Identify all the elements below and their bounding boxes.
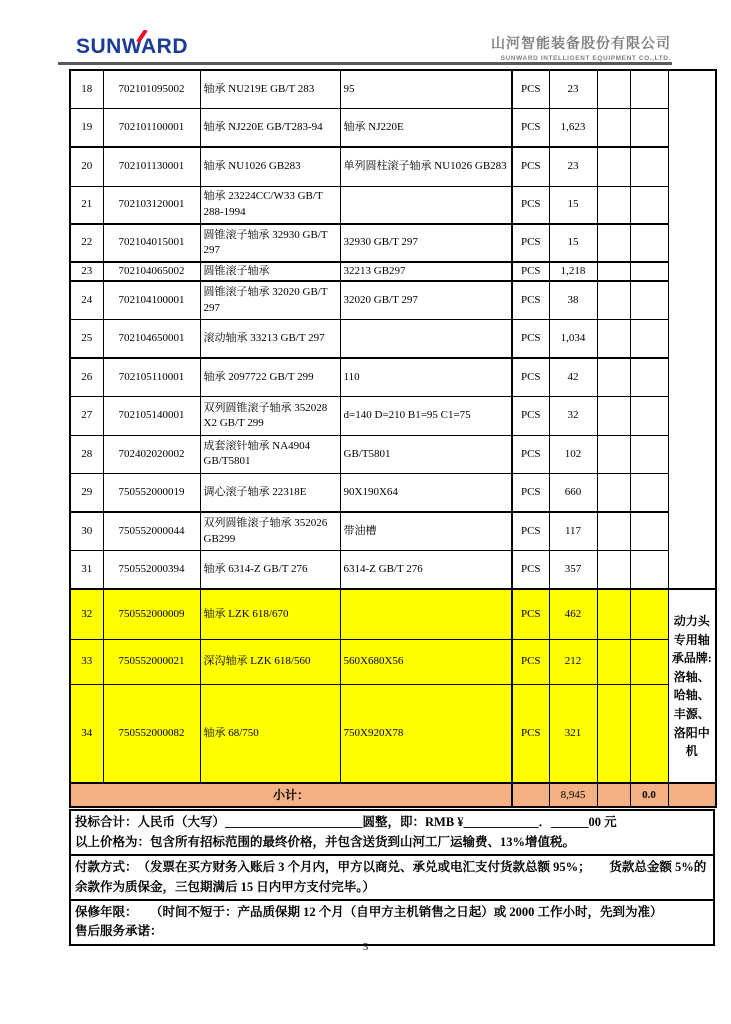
cell-item-name: 轴承 2097722 GB/T 299 xyxy=(200,358,340,396)
subtotal-blank-unit xyxy=(512,783,549,807)
cell-qty: 15 xyxy=(549,224,597,262)
cell-blank-2 xyxy=(630,684,668,783)
table-row xyxy=(70,108,716,147)
cell-seq: 21 xyxy=(70,186,103,224)
cell-part-number: 702103120001 xyxy=(103,186,200,224)
header-rule xyxy=(58,62,672,65)
cell-qty: 23 xyxy=(549,147,597,186)
table-row xyxy=(70,147,716,186)
cell-blank-1 xyxy=(597,435,630,473)
cell-part-number: 702105110001 xyxy=(103,358,200,396)
sunward-logo xyxy=(76,30,206,58)
table-row xyxy=(70,550,716,589)
cell-blank-2 xyxy=(630,108,668,147)
subtotal-blank-1 xyxy=(597,783,630,807)
remarks-note-cell: 动力头专用轴承品牌:洛轴、哈轴、丰源、洛阳中机 xyxy=(668,589,716,783)
table-row xyxy=(70,396,716,435)
cell-qty: 15 xyxy=(549,186,597,224)
payment-terms-section xyxy=(69,854,715,901)
table-row xyxy=(70,589,716,639)
cell-unit: PCS xyxy=(512,147,549,186)
cell-item-name: 轴承 68/750 xyxy=(200,684,340,783)
company-name-en: SUNWARD INTELLIGENT EQUIPMENT CO.,LTD. xyxy=(500,55,671,62)
cell-qty: 23 xyxy=(549,70,597,108)
cell-blank-1 xyxy=(597,147,630,186)
cell-spec: 750X920X78 xyxy=(340,684,512,783)
cell-seq: 31 xyxy=(70,550,103,589)
cell-blank-2 xyxy=(630,358,668,396)
cell-qty: 1,034 xyxy=(549,319,597,358)
cell-seq: 26 xyxy=(70,358,103,396)
table-row xyxy=(70,70,716,108)
cell-item-name: 成套滚针轴承 NA4904 GB/T5801 xyxy=(200,435,340,473)
cell-item-name: 圆锥滚子轴承 xyxy=(200,262,340,281)
cell-unit: PCS xyxy=(512,281,549,319)
cell-blank-2 xyxy=(630,589,668,639)
table-row xyxy=(70,281,716,319)
subtotal-label: 小计： xyxy=(70,783,512,807)
page-number: 3 xyxy=(362,941,369,953)
logo-wordmark: SUNWARD xyxy=(76,35,188,58)
cell-item-name: 双列圆锥滚子轴承 352026 GB299 xyxy=(200,512,340,550)
cell-spec: 90X190X64 xyxy=(340,473,512,512)
cell-spec: 95 xyxy=(340,70,512,108)
cell-blank-1 xyxy=(597,358,630,396)
cell-spec: 轴承 NJ220E xyxy=(340,108,512,147)
cell-part-number: 750552000021 xyxy=(103,639,200,684)
warranty-section xyxy=(69,899,715,946)
cell-seq: 24 xyxy=(70,281,103,319)
cell-blank-2 xyxy=(630,224,668,262)
cell-spec: 110 xyxy=(340,358,512,396)
cell-seq: 29 xyxy=(70,473,103,512)
cell-blank-2 xyxy=(630,147,668,186)
items-table xyxy=(69,69,717,808)
cell-blank-1 xyxy=(597,473,630,512)
cell-spec: d=140 D=210 B1=95 C1=75 xyxy=(340,396,512,435)
cell-item-name: 双列圆锥滚子轴承 352028 X2 GB/T 299 xyxy=(200,396,340,435)
table-row xyxy=(70,639,716,684)
cell-seq: 30 xyxy=(70,512,103,550)
cell-blank-1 xyxy=(597,262,630,281)
cell-blank-2 xyxy=(630,512,668,550)
cell-unit: PCS xyxy=(512,108,549,147)
cell-blank-2 xyxy=(630,281,668,319)
cell-blank-1 xyxy=(597,512,630,550)
cell-blank-2 xyxy=(630,435,668,473)
cell-seq: 22 xyxy=(70,224,103,262)
cell-unit: PCS xyxy=(512,435,549,473)
table-row xyxy=(70,186,716,224)
cell-item-name: 调心滚子轴承 22318E xyxy=(200,473,340,512)
cell-seq: 33 xyxy=(70,639,103,684)
subtotal-qty: 8,945 xyxy=(549,783,597,807)
content-column xyxy=(69,69,715,946)
cell-unit: PCS xyxy=(512,262,549,281)
cell-blank-1 xyxy=(597,639,630,684)
company-name-cn: 山河智能装备股份有限公司 xyxy=(491,35,671,51)
cell-part-number: 702105140001 xyxy=(103,396,200,435)
cell-blank-1 xyxy=(597,589,630,639)
cell-seq: 19 xyxy=(70,108,103,147)
cell-qty: 42 xyxy=(549,358,597,396)
table-row xyxy=(70,435,716,473)
subtotal-remarks-blank xyxy=(668,783,716,807)
cell-unit: PCS xyxy=(512,319,549,358)
cell-blank-1 xyxy=(597,70,630,108)
page-header xyxy=(0,0,731,69)
cell-item-name: 圆锥滚子轴承 32930 GB/T 297 xyxy=(200,224,340,262)
cell-seq: 18 xyxy=(70,70,103,108)
cell-qty: 117 xyxy=(549,512,597,550)
cell-seq: 28 xyxy=(70,435,103,473)
cell-qty: 212 xyxy=(549,639,597,684)
cell-spec xyxy=(340,186,512,224)
subtotal-value-2: 0.0 xyxy=(630,783,668,807)
cell-qty: 1,623 xyxy=(549,108,597,147)
cell-item-name: 圆锥滚子轴承 32020 GB/T 297 xyxy=(200,281,340,319)
remarks-empty-cell xyxy=(668,70,716,589)
cell-unit: PCS xyxy=(512,396,549,435)
cell-item-name: 轴承 NU1026 GB283 xyxy=(200,147,340,186)
cell-unit: PCS xyxy=(512,70,549,108)
cell-seq: 27 xyxy=(70,396,103,435)
cell-part-number: 750552000019 xyxy=(103,473,200,512)
cell-spec: 单列圆柱滚子轴承 NU1026 GB283 xyxy=(340,147,512,186)
company-block xyxy=(491,33,671,62)
price-scope-line: 以上价格为：包含所有招标范围的最终价格，并包含送货到山河工厂运输费、13%增值税。 xyxy=(75,834,576,849)
cell-spec: 6314-Z GB/T 276 xyxy=(340,550,512,589)
cell-part-number: 702104100001 xyxy=(103,281,200,319)
cell-blank-2 xyxy=(630,396,668,435)
cell-blank-1 xyxy=(597,108,630,147)
cell-spec: 560X680X56 xyxy=(340,639,512,684)
items-table-body xyxy=(70,70,716,807)
payment-terms-line: 付款方式： （发票在买方财务入账后 3 个月内，甲方以商兑、承兑或电汇支付货款总额 95%； 货款总金额 5%的余款作为质保金，三包期满后 15 日内甲方支付完毕。） xyxy=(75,860,707,894)
cell-unit: PCS xyxy=(512,473,549,512)
subtotal-row xyxy=(70,783,716,807)
cell-spec: GB/T5801 xyxy=(340,435,512,473)
cell-unit: PCS xyxy=(512,224,549,262)
cell-blank-1 xyxy=(597,186,630,224)
cell-item-name: 轴承 LZK 618/670 xyxy=(200,589,340,639)
cell-item-name: 轴承 NU219E GB/T 283 xyxy=(200,70,340,108)
cell-unit: PCS xyxy=(512,186,549,224)
cell-part-number: 702104015001 xyxy=(103,224,200,262)
cell-blank-2 xyxy=(630,550,668,589)
cell-blank-2 xyxy=(630,473,668,512)
cell-unit: PCS xyxy=(512,550,549,589)
cell-blank-1 xyxy=(597,224,630,262)
cell-unit: PCS xyxy=(512,639,549,684)
cell-seq: 20 xyxy=(70,147,103,186)
warranty-line: 保修年限： （时间不短于：产品质保期 12 个月（自甲方主机销售之日起）或 2000 工作小时，先到为准） xyxy=(75,904,663,919)
cell-seq: 23 xyxy=(70,262,103,281)
cell-part-number: 702402020002 xyxy=(103,435,200,473)
bid-total-line: 投标合计：人民币（大写）______________________圆整，即：RMB ¥____________．______00 元 xyxy=(75,815,617,830)
cell-part-number: 702104650001 xyxy=(103,319,200,358)
cell-part-number: 702101130001 xyxy=(103,147,200,186)
cell-spec: 32213 GB297 xyxy=(340,262,512,281)
cell-spec: 32930 GB/T 297 xyxy=(340,224,512,262)
cell-spec xyxy=(340,589,512,639)
cell-qty: 660 xyxy=(549,473,597,512)
cell-part-number: 702101095002 xyxy=(103,70,200,108)
cell-blank-1 xyxy=(597,319,630,358)
cell-qty: 102 xyxy=(549,435,597,473)
cell-item-name: 深沟轴承 LZK 618/560 xyxy=(200,639,340,684)
table-row xyxy=(70,358,716,396)
table-row xyxy=(70,512,716,550)
cell-part-number: 702101100001 xyxy=(103,108,200,147)
cell-unit: PCS xyxy=(512,589,549,639)
bid-total-section xyxy=(69,809,715,856)
cell-blank-2 xyxy=(630,186,668,224)
cell-blank-2 xyxy=(630,319,668,358)
cell-qty: 462 xyxy=(549,589,597,639)
table-row xyxy=(70,684,716,783)
cell-qty: 321 xyxy=(549,684,597,783)
cell-qty: 1,218 xyxy=(549,262,597,281)
cell-seq: 34 xyxy=(70,684,103,783)
table-row xyxy=(70,473,716,512)
table-row xyxy=(70,262,716,281)
cell-qty: 32 xyxy=(549,396,597,435)
cell-item-name: 轴承 23224CC/W33 GB/T 288-1994 xyxy=(200,186,340,224)
cell-blank-1 xyxy=(597,281,630,319)
cell-item-name: 轴承 NJ220E GB/T283-94 xyxy=(200,108,340,147)
cell-part-number: 750552000044 xyxy=(103,512,200,550)
cell-item-name: 轴承 6314-Z GB/T 276 xyxy=(200,550,340,589)
cell-item-name: 滚动轴承 33213 GB/T 297 xyxy=(200,319,340,358)
table-row xyxy=(70,319,716,358)
after-sales-line: 售后服务承诺： xyxy=(75,924,163,939)
cell-blank-1 xyxy=(597,550,630,589)
cell-part-number: 702104065002 xyxy=(103,262,200,281)
cell-qty: 38 xyxy=(549,281,597,319)
cell-blank-1 xyxy=(597,684,630,783)
cell-blank-1 xyxy=(597,396,630,435)
cell-part-number: 750552000082 xyxy=(103,684,200,783)
cell-unit: PCS xyxy=(512,358,549,396)
cell-spec: 32020 GB/T 297 xyxy=(340,281,512,319)
cell-seq: 25 xyxy=(70,319,103,358)
cell-blank-2 xyxy=(630,70,668,108)
cell-blank-2 xyxy=(630,262,668,281)
table-row xyxy=(70,224,716,262)
cell-blank-2 xyxy=(630,639,668,684)
cell-part-number: 750552000394 xyxy=(103,550,200,589)
cell-part-number: 750552000009 xyxy=(103,589,200,639)
cell-unit: PCS xyxy=(512,512,549,550)
cell-unit: PCS xyxy=(512,684,549,783)
cell-seq: 32 xyxy=(70,589,103,639)
cell-spec: 带油槽 xyxy=(340,512,512,550)
cell-qty: 357 xyxy=(549,550,597,589)
cell-spec xyxy=(340,319,512,358)
